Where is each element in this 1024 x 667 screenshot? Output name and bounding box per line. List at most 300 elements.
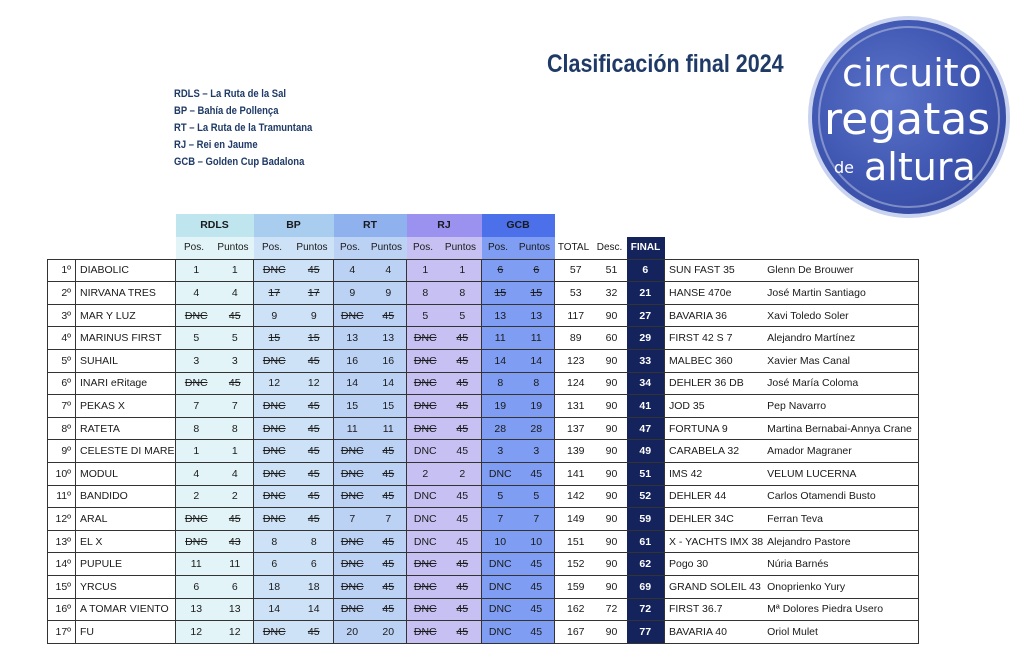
pos-cell: 8 (176, 417, 213, 440)
pts-cell: 8 (291, 530, 334, 553)
model-cell: DEHLER 34C (665, 508, 764, 531)
group-rdls: RDLS (176, 214, 254, 237)
pts-cell: 3 (515, 440, 555, 463)
boat-cell: RATETA (76, 417, 176, 440)
pos-cell: 17 (254, 282, 291, 305)
pos-cell: 8 (254, 530, 291, 553)
desc-cell: 72 (593, 598, 627, 621)
model-cell: GRAND SOLEIL 43 (665, 576, 764, 599)
pts-cell: 45 (291, 259, 334, 282)
pos-cell: DNC (334, 576, 367, 599)
legend-item: BP – Bahía de Pollença (174, 105, 279, 117)
pts-cell: 15 (515, 282, 555, 305)
rank-cell: 15º (48, 576, 76, 599)
pts-cell: 1 (440, 259, 482, 282)
pos-cell: 8 (407, 282, 440, 305)
rank-cell: 10º (48, 463, 76, 486)
sub-header-row (48, 237, 919, 260)
model-cell: CARABELA 32 (665, 440, 764, 463)
pos-cell: 4 (176, 463, 213, 486)
logo-text: altura (864, 145, 976, 189)
final-cell: 61 (627, 530, 665, 553)
desc-cell: 60 (593, 327, 627, 350)
col-final: FINAL (627, 237, 665, 260)
model-cell: DEHLER 44 (665, 485, 764, 508)
table-row (48, 304, 919, 327)
skipper-cell: VELUM LUCERNA (763, 463, 918, 486)
col-pos: Pos. (482, 237, 515, 260)
pts-cell: 5 (515, 485, 555, 508)
skipper-cell: Xavier Mas Canal (763, 350, 918, 373)
rank-cell: 1º (48, 259, 76, 282)
logo-text: circuito (842, 51, 982, 95)
skipper-cell: Amador Magraner (763, 440, 918, 463)
col-pos: Pos. (254, 237, 291, 260)
total-cell: 53 (555, 282, 593, 305)
table-row (48, 417, 919, 440)
rank-cell: 4º (48, 327, 76, 350)
pos-cell: 14 (254, 598, 291, 621)
pos-cell: DNC (334, 304, 367, 327)
total-cell: 57 (555, 259, 593, 282)
table-row (48, 440, 919, 463)
total-cell: 123 (555, 350, 593, 373)
pos-cell: 7 (334, 508, 367, 531)
table-row (48, 282, 919, 305)
group-gcb: GCB (482, 214, 555, 237)
pts-cell: 45 (291, 417, 334, 440)
final-cell: 33 (627, 350, 665, 373)
pts-cell: 45 (291, 463, 334, 486)
pts-cell: 45 (440, 440, 482, 463)
pos-cell: 9 (254, 304, 291, 327)
table-row (48, 463, 919, 486)
col-pos: Pos. (334, 237, 367, 260)
desc-cell: 90 (593, 350, 627, 373)
model-cell: FIRST 42 S 7 (665, 327, 764, 350)
pos-cell: DNC (407, 350, 440, 373)
pos-cell: DNC (407, 372, 440, 395)
pos-cell: 5 (482, 485, 515, 508)
boat-cell: CELESTE DI MARE (76, 440, 176, 463)
pts-cell: 2 (213, 485, 254, 508)
pts-cell: 4 (213, 463, 254, 486)
pts-cell: 3 (213, 350, 254, 373)
pos-cell: DNC (482, 463, 515, 486)
boat-cell: MAR Y LUZ (76, 304, 176, 327)
pts-cell: 1 (213, 259, 254, 282)
total-cell: 151 (555, 530, 593, 553)
model-cell: JOD 35 (665, 395, 764, 418)
boat-cell: MARINUS FIRST (76, 327, 176, 350)
pts-cell: 45 (440, 417, 482, 440)
final-cell: 59 (627, 508, 665, 531)
skipper-cell: Oriol Mulet (763, 621, 918, 644)
pos-cell: 1 (407, 259, 440, 282)
rank-cell: 6º (48, 372, 76, 395)
pos-cell: 12 (176, 621, 213, 644)
pts-cell: 4 (367, 259, 407, 282)
boat-cell: FU (76, 621, 176, 644)
pts-cell: 16 (367, 350, 407, 373)
table-row (48, 350, 919, 373)
rank-cell: 2º (48, 282, 76, 305)
pts-cell: 5 (440, 304, 482, 327)
skipper-cell: Glenn De Brouwer (763, 259, 918, 282)
pts-cell: 45 (440, 350, 482, 373)
pos-cell: DNC (254, 417, 291, 440)
final-cell: 69 (627, 576, 665, 599)
logo-text: regatas (824, 94, 991, 145)
boat-cell: NIRVANA TRES (76, 282, 176, 305)
pts-cell: 45 (440, 327, 482, 350)
pos-cell: 18 (254, 576, 291, 599)
pts-cell: 6 (291, 553, 334, 576)
col-pts: Puntos (515, 237, 555, 260)
pts-cell: 9 (367, 282, 407, 305)
pos-cell: DNC (407, 598, 440, 621)
table-row (48, 621, 919, 644)
pos-cell: DNC (254, 508, 291, 531)
pos-cell: DNC (407, 576, 440, 599)
pts-cell: 13 (367, 327, 407, 350)
pos-cell: 15 (334, 395, 367, 418)
pts-cell: 14 (515, 350, 555, 373)
pos-cell: DNC (254, 259, 291, 282)
boat-cell: YRCUS (76, 576, 176, 599)
desc-cell: 32 (593, 282, 627, 305)
final-cell: 47 (627, 417, 665, 440)
pts-cell: 45 (367, 576, 407, 599)
final-cell: 52 (627, 485, 665, 508)
pts-cell: 45 (367, 553, 407, 576)
skipper-cell: Núria Barnés (763, 553, 918, 576)
total-cell: 142 (555, 485, 593, 508)
table-row (48, 508, 919, 531)
pts-cell: 45 (440, 395, 482, 418)
desc-cell: 90 (593, 417, 627, 440)
desc-cell: 90 (593, 463, 627, 486)
pts-cell: 45 (440, 372, 482, 395)
pts-cell: 8 (440, 282, 482, 305)
pos-cell: 13 (334, 327, 367, 350)
pts-cell: 45 (213, 372, 254, 395)
boat-cell: PEKAS X (76, 395, 176, 418)
rank-cell: 14º (48, 553, 76, 576)
model-cell: MALBEC 360 (665, 350, 764, 373)
col-pos: Pos. (176, 237, 213, 260)
rank-cell: 11º (48, 485, 76, 508)
final-cell: 34 (627, 372, 665, 395)
pos-cell: 19 (482, 395, 515, 418)
pts-cell: 8 (213, 417, 254, 440)
pts-cell: 12 (213, 621, 254, 644)
pts-cell: 45 (367, 440, 407, 463)
total-cell: 149 (555, 508, 593, 531)
legend-item: RDLS – La Ruta de la Sal (174, 88, 286, 100)
pos-cell: DNC (334, 485, 367, 508)
pts-cell: 45 (515, 598, 555, 621)
page-title: Clasificación final 2024 (547, 50, 784, 78)
pos-cell: 16 (334, 350, 367, 373)
pts-cell: 13 (515, 304, 555, 327)
col-total: TOTAL (557, 242, 590, 254)
pts-cell: 45 (440, 576, 482, 599)
pos-cell: 2 (407, 463, 440, 486)
pts-cell: 45 (515, 463, 555, 486)
pos-cell: 4 (334, 259, 367, 282)
total-cell: 152 (555, 553, 593, 576)
total-cell: 159 (555, 576, 593, 599)
table-row (48, 553, 919, 576)
pts-cell: 15 (291, 327, 334, 350)
total-cell: 139 (555, 440, 593, 463)
rank-cell: 9º (48, 440, 76, 463)
table-row (48, 576, 919, 599)
rank-cell: 13º (48, 530, 76, 553)
pos-cell: DNC (482, 553, 515, 576)
pts-cell: 14 (291, 598, 334, 621)
group-rt: RT (334, 214, 407, 237)
final-cell: 62 (627, 553, 665, 576)
pts-cell: 8 (515, 372, 555, 395)
pos-cell: 2 (176, 485, 213, 508)
logo-text: de (834, 158, 854, 177)
pos-cell: 15 (482, 282, 515, 305)
model-cell: IMS 42 (665, 463, 764, 486)
table-row (48, 485, 919, 508)
pos-cell: DNC (407, 440, 440, 463)
pos-cell: 6 (254, 553, 291, 576)
table-row (48, 598, 919, 621)
pts-cell: 11 (515, 327, 555, 350)
pos-cell: DNC (334, 553, 367, 576)
desc-cell: 90 (593, 530, 627, 553)
pos-cell: 14 (334, 372, 367, 395)
pos-cell: DNC (176, 304, 213, 327)
pts-cell: 45 (515, 576, 555, 599)
boat-cell: A TOMAR VIENTO (76, 598, 176, 621)
model-cell: FORTUNA 9 (665, 417, 764, 440)
pos-cell: DNC (334, 530, 367, 553)
total-cell: 124 (555, 372, 593, 395)
desc-cell: 90 (593, 553, 627, 576)
pts-cell: 45 (291, 508, 334, 531)
pos-cell: 28 (482, 417, 515, 440)
total-cell: 162 (555, 598, 593, 621)
table-row (48, 395, 919, 418)
pts-cell: 45 (213, 508, 254, 531)
desc-cell: 90 (593, 372, 627, 395)
boat-cell: BANDIDO (76, 485, 176, 508)
pts-cell: 45 (291, 485, 334, 508)
pos-cell: DNC (334, 598, 367, 621)
pos-cell: 13 (176, 598, 213, 621)
boat-cell: EL X (76, 530, 176, 553)
rank-cell: 7º (48, 395, 76, 418)
pos-cell: DNS (176, 530, 213, 553)
final-cell: 27 (627, 304, 665, 327)
model-cell: X - YACHTS IMX 38 (665, 530, 764, 553)
pos-cell: 11 (176, 553, 213, 576)
col-pts: Puntos (291, 237, 334, 260)
circuito-logo (808, 16, 1010, 218)
table-row (48, 259, 919, 282)
rank-cell: 17º (48, 621, 76, 644)
pts-cell: 45 (367, 463, 407, 486)
pts-cell: 12 (291, 372, 334, 395)
col-pos: Pos. (407, 237, 440, 260)
pos-cell: DNC (482, 621, 515, 644)
pos-cell: DNC (254, 463, 291, 486)
pts-cell: 45 (440, 508, 482, 531)
boat-cell: ARAL (76, 508, 176, 531)
pts-cell: 45 (440, 530, 482, 553)
pos-cell: 12 (254, 372, 291, 395)
pts-cell: 4 (213, 282, 254, 305)
col-desc: Desc. (596, 242, 623, 254)
pts-cell: 20 (367, 621, 407, 644)
pos-cell: 14 (482, 350, 515, 373)
pts-cell: 14 (367, 372, 407, 395)
pts-cell: 19 (515, 395, 555, 418)
pts-cell: 45 (367, 530, 407, 553)
pos-cell: 15 (254, 327, 291, 350)
rank-cell: 12º (48, 508, 76, 531)
desc-cell: 51 (593, 259, 627, 282)
skipper-cell: José Martin Santiago (763, 282, 918, 305)
pos-cell: 7 (176, 395, 213, 418)
pos-cell: DNC (254, 485, 291, 508)
pos-cell: DNC (482, 576, 515, 599)
boat-cell: SUHAIL (76, 350, 176, 373)
pos-cell: 7 (482, 508, 515, 531)
pts-cell: 45 (291, 395, 334, 418)
legend-item: RJ – Rei en Jaume (174, 139, 258, 151)
pos-cell: DNC (407, 621, 440, 644)
model-cell: BAVARIA 40 (665, 621, 764, 644)
pts-cell: 45 (367, 598, 407, 621)
final-cell: 49 (627, 440, 665, 463)
pts-cell: 9 (291, 304, 334, 327)
final-cell: 41 (627, 395, 665, 418)
pts-cell: 7 (367, 508, 407, 531)
model-cell: DEHLER 36 DB (665, 372, 764, 395)
total-cell: 167 (555, 621, 593, 644)
pts-cell: 45 (291, 440, 334, 463)
col-pts: Puntos (440, 237, 482, 260)
model-cell: BAVARIA 36 (665, 304, 764, 327)
pts-cell: 45 (440, 553, 482, 576)
table-row (48, 372, 919, 395)
pos-cell: DNC (254, 621, 291, 644)
skipper-cell: Alejandro Martínez (763, 327, 918, 350)
pos-cell: 8 (482, 372, 515, 395)
pts-cell: 7 (213, 395, 254, 418)
pos-cell: DNC (334, 463, 367, 486)
pos-cell: 9 (334, 282, 367, 305)
col-pts: Puntos (213, 237, 254, 260)
final-cell: 77 (627, 621, 665, 644)
model-cell: SUN FAST 35 (665, 259, 764, 282)
pos-cell: DNC (334, 440, 367, 463)
pts-cell: 45 (440, 598, 482, 621)
pos-cell: 5 (176, 327, 213, 350)
pos-cell: 5 (407, 304, 440, 327)
skipper-cell: Alejandro Pastore (763, 530, 918, 553)
pos-cell: 13 (482, 304, 515, 327)
pos-cell: 10 (482, 530, 515, 553)
pos-cell: DNC (407, 553, 440, 576)
skipper-cell: Onoprienko Yury (763, 576, 918, 599)
pos-cell: DNC (254, 395, 291, 418)
skipper-cell: Martina Bernabai-Annya Crane (763, 417, 918, 440)
pts-cell: 45 (367, 485, 407, 508)
table-row (48, 327, 919, 350)
pts-cell: 18 (291, 576, 334, 599)
pts-cell: 43 (213, 530, 254, 553)
pos-cell: DNC (176, 508, 213, 531)
skipper-cell: José María Coloma (763, 372, 918, 395)
pts-cell: 2 (440, 463, 482, 486)
pos-cell: 6 (482, 259, 515, 282)
pos-cell: DNC (407, 417, 440, 440)
desc-cell: 90 (593, 485, 627, 508)
pts-cell: 13 (213, 598, 254, 621)
desc-cell: 90 (593, 440, 627, 463)
pts-cell: 15 (367, 395, 407, 418)
total-cell: 89 (555, 327, 593, 350)
pts-cell: 45 (440, 621, 482, 644)
pts-cell: 28 (515, 417, 555, 440)
legend-item: RT – La Ruta de la Tramuntana (174, 122, 313, 134)
model-cell: HANSE 470e (665, 282, 764, 305)
pos-cell: 11 (482, 327, 515, 350)
pts-cell: 6 (515, 259, 555, 282)
final-cell: 51 (627, 463, 665, 486)
pos-cell: 1 (176, 440, 213, 463)
desc-cell: 90 (593, 621, 627, 644)
pts-cell: 45 (213, 304, 254, 327)
pts-cell: 11 (213, 553, 254, 576)
pts-cell: 10 (515, 530, 555, 553)
pos-cell: 20 (334, 621, 367, 644)
final-cell: 29 (627, 327, 665, 350)
model-cell: FIRST 36.7 (665, 598, 764, 621)
pos-cell: 3 (482, 440, 515, 463)
pos-cell: 1 (176, 259, 213, 282)
skipper-cell: Xavi Toledo Soler (763, 304, 918, 327)
boat-cell: PUPULE (76, 553, 176, 576)
pos-cell: 11 (334, 417, 367, 440)
pts-cell: 45 (440, 485, 482, 508)
group-rj: RJ (407, 214, 482, 237)
rank-cell: 3º (48, 304, 76, 327)
pos-cell: 4 (176, 282, 213, 305)
pts-cell: 45 (367, 304, 407, 327)
pts-cell: 17 (291, 282, 334, 305)
results-table (47, 214, 919, 644)
total-cell: 131 (555, 395, 593, 418)
pos-cell: DNC (407, 485, 440, 508)
pts-cell: 7 (515, 508, 555, 531)
skipper-cell: Carlos Otamendi Busto (763, 485, 918, 508)
pts-cell: 45 (291, 621, 334, 644)
pts-cell: 45 (515, 621, 555, 644)
rank-cell: 5º (48, 350, 76, 373)
pts-cell: 1 (213, 440, 254, 463)
desc-cell: 90 (593, 508, 627, 531)
